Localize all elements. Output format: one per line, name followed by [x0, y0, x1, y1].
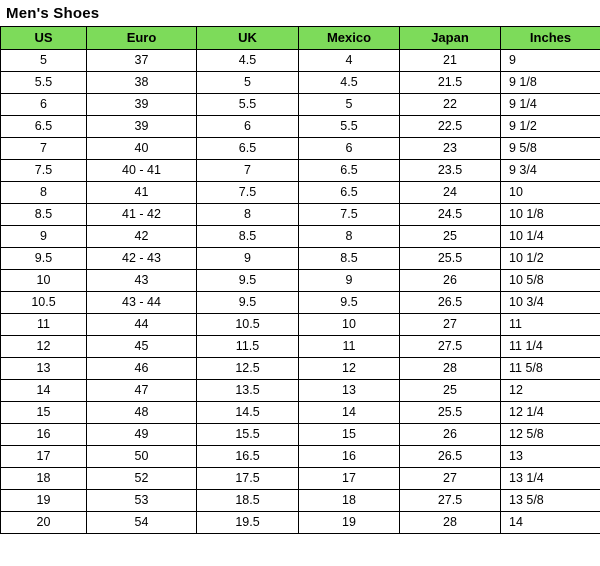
table-row: [1, 204, 600, 226]
cell-us: 20: [1, 512, 87, 534]
cell-mexico: 14: [299, 402, 400, 424]
cell-japan: 27.5: [400, 336, 501, 358]
table-header-row: [1, 27, 600, 50]
table-row: [1, 72, 600, 94]
cell-euro: 42 - 43: [87, 248, 197, 270]
cell-euro: 45: [87, 336, 197, 358]
cell-mexico: 10: [299, 314, 400, 336]
column-header-japan: Japan: [400, 27, 501, 50]
cell-uk: 9.5: [197, 292, 299, 314]
table-row: [1, 424, 600, 446]
cell-mexico: 4: [299, 50, 400, 72]
cell-euro: 37: [87, 50, 197, 72]
cell-euro: 43: [87, 270, 197, 292]
cell-mexico: 7.5: [299, 204, 400, 226]
cell-uk: 19.5: [197, 512, 299, 534]
cell-us: 15: [1, 402, 87, 424]
cell-inches: 12 1/4: [501, 402, 600, 424]
cell-uk: 10.5: [197, 314, 299, 336]
cell-mexico: 19: [299, 512, 400, 534]
column-header-euro: Euro: [87, 27, 197, 50]
cell-us: 17: [1, 446, 87, 468]
cell-uk: 15.5: [197, 424, 299, 446]
table-row: [1, 512, 600, 534]
cell-uk: 6: [197, 116, 299, 138]
cell-mexico: 5.5: [299, 116, 400, 138]
cell-inches: 10 3/4: [501, 292, 600, 314]
table-row: [1, 292, 600, 314]
cell-inches: 11 1/4: [501, 336, 600, 358]
table-row: [1, 468, 600, 490]
cell-us: 7: [1, 138, 87, 160]
cell-us: 19: [1, 490, 87, 512]
cell-uk: 16.5: [197, 446, 299, 468]
cell-uk: 6.5: [197, 138, 299, 160]
cell-inches: 13 1/4: [501, 468, 600, 490]
table-row: [1, 50, 600, 72]
cell-euro: 41 - 42: [87, 204, 197, 226]
cell-uk: 7: [197, 160, 299, 182]
cell-euro: 48: [87, 402, 197, 424]
cell-uk: 18.5: [197, 490, 299, 512]
cell-mexico: 6.5: [299, 182, 400, 204]
cell-japan: 23: [400, 138, 501, 160]
cell-us: 10: [1, 270, 87, 292]
cell-uk: 4.5: [197, 50, 299, 72]
cell-mexico: 6.5: [299, 160, 400, 182]
cell-mexico: 9: [299, 270, 400, 292]
cell-euro: 38: [87, 72, 197, 94]
cell-japan: 25.5: [400, 402, 501, 424]
page-title: Men's Shoes: [6, 5, 100, 22]
cell-euro: 54: [87, 512, 197, 534]
cell-euro: 44: [87, 314, 197, 336]
table-row: [1, 160, 600, 182]
cell-mexico: 16: [299, 446, 400, 468]
table-row: [1, 446, 600, 468]
cell-euro: 50: [87, 446, 197, 468]
cell-japan: 25: [400, 380, 501, 402]
cell-japan: 22.5: [400, 116, 501, 138]
table-row: [1, 248, 600, 270]
cell-us: 13: [1, 358, 87, 380]
cell-uk: 8: [197, 204, 299, 226]
cell-us: 11: [1, 314, 87, 336]
cell-inches: 9 5/8: [501, 138, 600, 160]
cell-japan: 26: [400, 270, 501, 292]
cell-inches: 9 1/4: [501, 94, 600, 116]
cell-euro: 53: [87, 490, 197, 512]
cell-japan: 26.5: [400, 292, 501, 314]
table-row: [1, 314, 600, 336]
cell-inches: 9 1/8: [501, 72, 600, 94]
table-row: [1, 270, 600, 292]
cell-uk: 7.5: [197, 182, 299, 204]
cell-us: 8.5: [1, 204, 87, 226]
cell-inches: 12 5/8: [501, 424, 600, 446]
cell-uk: 17.5: [197, 468, 299, 490]
cell-us: 8: [1, 182, 87, 204]
cell-mexico: 11: [299, 336, 400, 358]
cell-uk: 14.5: [197, 402, 299, 424]
cell-uk: 12.5: [197, 358, 299, 380]
cell-japan: 24.5: [400, 204, 501, 226]
cell-us: 9: [1, 226, 87, 248]
cell-japan: 25.5: [400, 248, 501, 270]
cell-inches: 10: [501, 182, 600, 204]
table-row: [1, 226, 600, 248]
cell-inches: 9: [501, 50, 600, 72]
cell-inches: 13: [501, 446, 600, 468]
cell-mexico: 13: [299, 380, 400, 402]
cell-uk: 5: [197, 72, 299, 94]
cell-euro: 42: [87, 226, 197, 248]
cell-us: 12: [1, 336, 87, 358]
cell-inches: 9 3/4: [501, 160, 600, 182]
cell-uk: 9.5: [197, 270, 299, 292]
cell-euro: 52: [87, 468, 197, 490]
cell-inches: 11 5/8: [501, 358, 600, 380]
cell-us: 7.5: [1, 160, 87, 182]
cell-uk: 11.5: [197, 336, 299, 358]
cell-inches: 10 1/4: [501, 226, 600, 248]
cell-mexico: 6: [299, 138, 400, 160]
cell-japan: 28: [400, 358, 501, 380]
table-row: [1, 336, 600, 358]
cell-euro: 39: [87, 116, 197, 138]
cell-mexico: 4.5: [299, 72, 400, 94]
shoe-size-table: [0, 26, 600, 534]
cell-euro: 47: [87, 380, 197, 402]
cell-mexico: 18: [299, 490, 400, 512]
cell-inches: 10 1/8: [501, 204, 600, 226]
cell-us: 16: [1, 424, 87, 446]
cell-us: 5.5: [1, 72, 87, 94]
cell-inches: 10 5/8: [501, 270, 600, 292]
cell-inches: 10 1/2: [501, 248, 600, 270]
column-header-inches: Inches: [501, 27, 600, 50]
cell-mexico: 9.5: [299, 292, 400, 314]
cell-mexico: 15: [299, 424, 400, 446]
cell-us: 18: [1, 468, 87, 490]
table-row: [1, 116, 600, 138]
cell-mexico: 17: [299, 468, 400, 490]
cell-euro: 49: [87, 424, 197, 446]
table-row: [1, 490, 600, 512]
cell-japan: 24: [400, 182, 501, 204]
cell-japan: 25: [400, 226, 501, 248]
cell-us: 5: [1, 50, 87, 72]
cell-us: 14: [1, 380, 87, 402]
table-row: [1, 358, 600, 380]
table-row: [1, 94, 600, 116]
cell-euro: 46: [87, 358, 197, 380]
table-header: [1, 27, 600, 50]
table-row: [1, 138, 600, 160]
cell-euro: 43 - 44: [87, 292, 197, 314]
cell-japan: 28: [400, 512, 501, 534]
column-header-uk: UK: [197, 27, 299, 50]
table-row: [1, 380, 600, 402]
cell-euro: 41: [87, 182, 197, 204]
cell-japan: 21.5: [400, 72, 501, 94]
cell-uk: 5.5: [197, 94, 299, 116]
cell-inches: 14: [501, 512, 600, 534]
cell-euro: 40 - 41: [87, 160, 197, 182]
cell-mexico: 8.5: [299, 248, 400, 270]
cell-inches: 9 1/2: [501, 116, 600, 138]
cell-us: 6: [1, 94, 87, 116]
cell-uk: 8.5: [197, 226, 299, 248]
cell-japan: 27: [400, 468, 501, 490]
cell-japan: 21: [400, 50, 501, 72]
cell-uk: 13.5: [197, 380, 299, 402]
cell-mexico: 5: [299, 94, 400, 116]
cell-us: 9.5: [1, 248, 87, 270]
table-row: [1, 402, 600, 424]
cell-mexico: 8: [299, 226, 400, 248]
column-header-mexico: Mexico: [299, 27, 400, 50]
cell-japan: 27.5: [400, 490, 501, 512]
cell-inches: 12: [501, 380, 600, 402]
table-body: [1, 50, 600, 534]
cell-us: 6.5: [1, 116, 87, 138]
table-row: [1, 182, 600, 204]
cell-japan: 26.5: [400, 446, 501, 468]
cell-uk: 9: [197, 248, 299, 270]
cell-euro: 39: [87, 94, 197, 116]
column-header-us: US: [1, 27, 87, 50]
cell-japan: 23.5: [400, 160, 501, 182]
cell-inches: 11: [501, 314, 600, 336]
cell-japan: 26: [400, 424, 501, 446]
cell-euro: 40: [87, 138, 197, 160]
cell-us: 10.5: [1, 292, 87, 314]
cell-inches: 13 5/8: [501, 490, 600, 512]
cell-japan: 27: [400, 314, 501, 336]
cell-mexico: 12: [299, 358, 400, 380]
cell-japan: 22: [400, 94, 501, 116]
